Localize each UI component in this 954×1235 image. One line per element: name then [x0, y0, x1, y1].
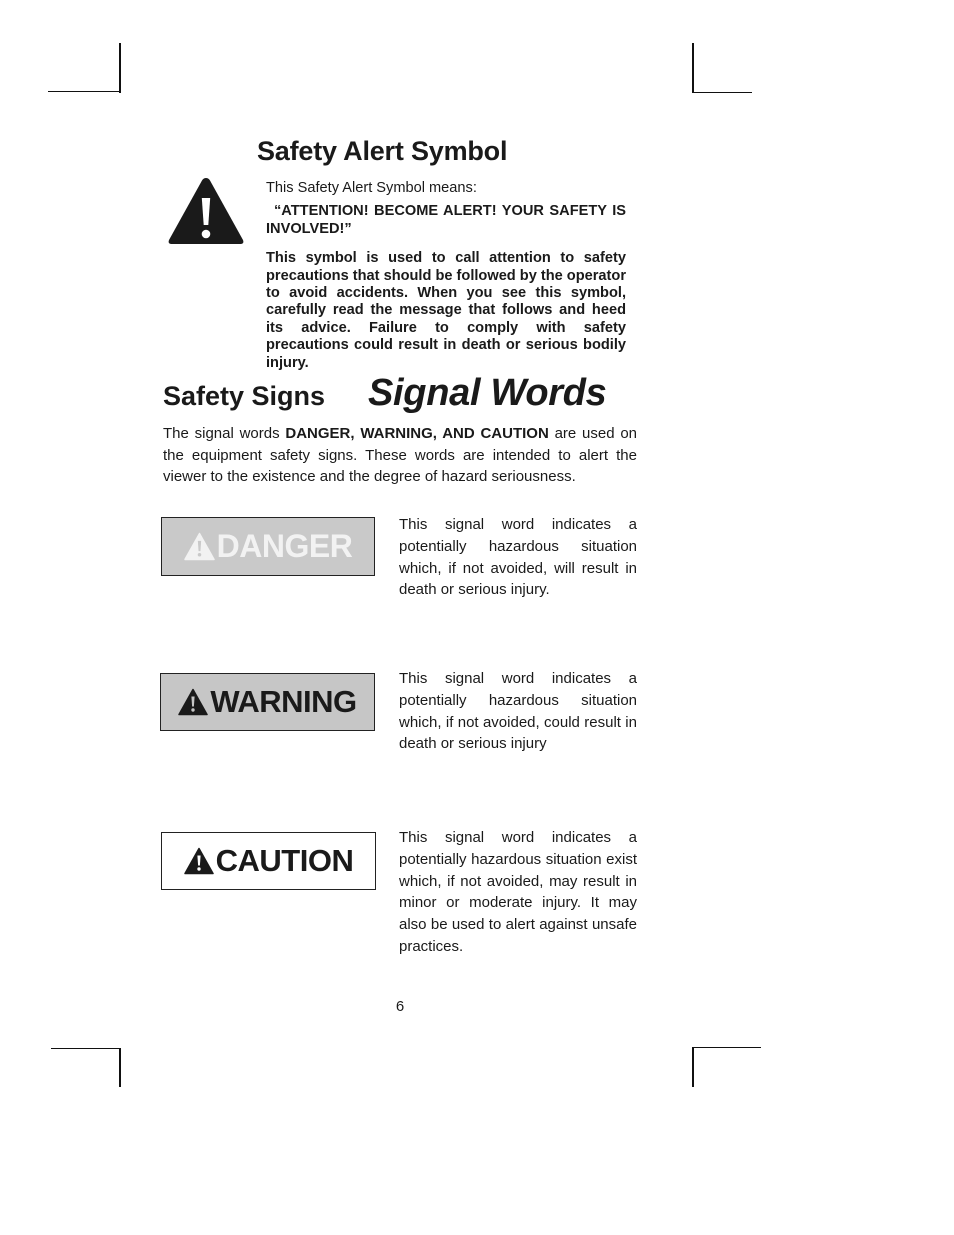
alert-attention-text: “ATTENTION! BECOME ALERT! YOUR SAFETY IS INVOLVED!” [266, 203, 626, 237]
caution-warning-triangle-icon [184, 847, 214, 875]
caution-description: This signal word indicates a potentially hazardous situation exist which, if not avoided, may result in minor or moderate injury. It may also be used to alert against unsafe practices. [399, 829, 637, 955]
page-number: 6 [395, 998, 405, 1015]
crop-mark-top-left-horizontal [48, 91, 120, 92]
warning-sign [160, 673, 375, 731]
intro-signal-words: DANGER, WARNING, AND CAUTION [285, 425, 549, 442]
crop-mark-top-right-vertical [692, 43, 694, 93]
intro-text-start: The signal words [163, 425, 286, 442]
warning-description: This signal word indicates a potentially hazardous situation which, if not avoided, could result in death or serious injury [399, 670, 637, 753]
intro-text-end: are used on the equipment safety signs. These words are intended to alert the viewer to the existence and the degree of hazard seriousness. [163, 425, 637, 486]
caution-signal-word: CAUTION [215, 843, 354, 878]
crop-mark-bottom-right-horizontal [693, 1047, 761, 1048]
safety-alert-body [266, 180, 626, 372]
warning-signal-word: WARNING [210, 684, 357, 719]
caution-sign [161, 832, 376, 890]
crop-mark-bottom-right-vertical [692, 1047, 694, 1087]
warning-warning-triangle-icon [178, 688, 208, 716]
danger-description: This signal word indicates a potentially hazardous situation which, if not avoided, will result in death or serious injury. [399, 516, 637, 599]
signal-words-intro [163, 423, 637, 488]
danger-warning-triangle-icon [184, 532, 215, 561]
danger-signal-word: DANGER [216, 528, 353, 564]
signal-words-heading: Signal Words [368, 372, 607, 414]
warning-triangle-icon [166, 174, 246, 248]
crop-mark-bottom-left-vertical [119, 1048, 121, 1087]
crop-mark-top-right-horizontal [693, 92, 752, 93]
safety-signs-heading: Safety Signs [163, 381, 326, 411]
alert-description: This symbol is used to call attention to safety precautions that should be followed by the operator to avoid accidents. When you see this symbol, carefully read the message that follows and heed its advice. Failure to comply with safety precautions could result in death or serious bodily injury. [266, 250, 627, 371]
danger-sign [161, 517, 375, 576]
crop-mark-top-left-vertical [119, 43, 121, 93]
crop-mark-bottom-left-horizontal [51, 1048, 120, 1049]
safety-alert-heading: Safety Alert Symbol [257, 136, 508, 166]
alert-symbol-meaning: This Safety Alert Symbol means: [266, 180, 477, 196]
